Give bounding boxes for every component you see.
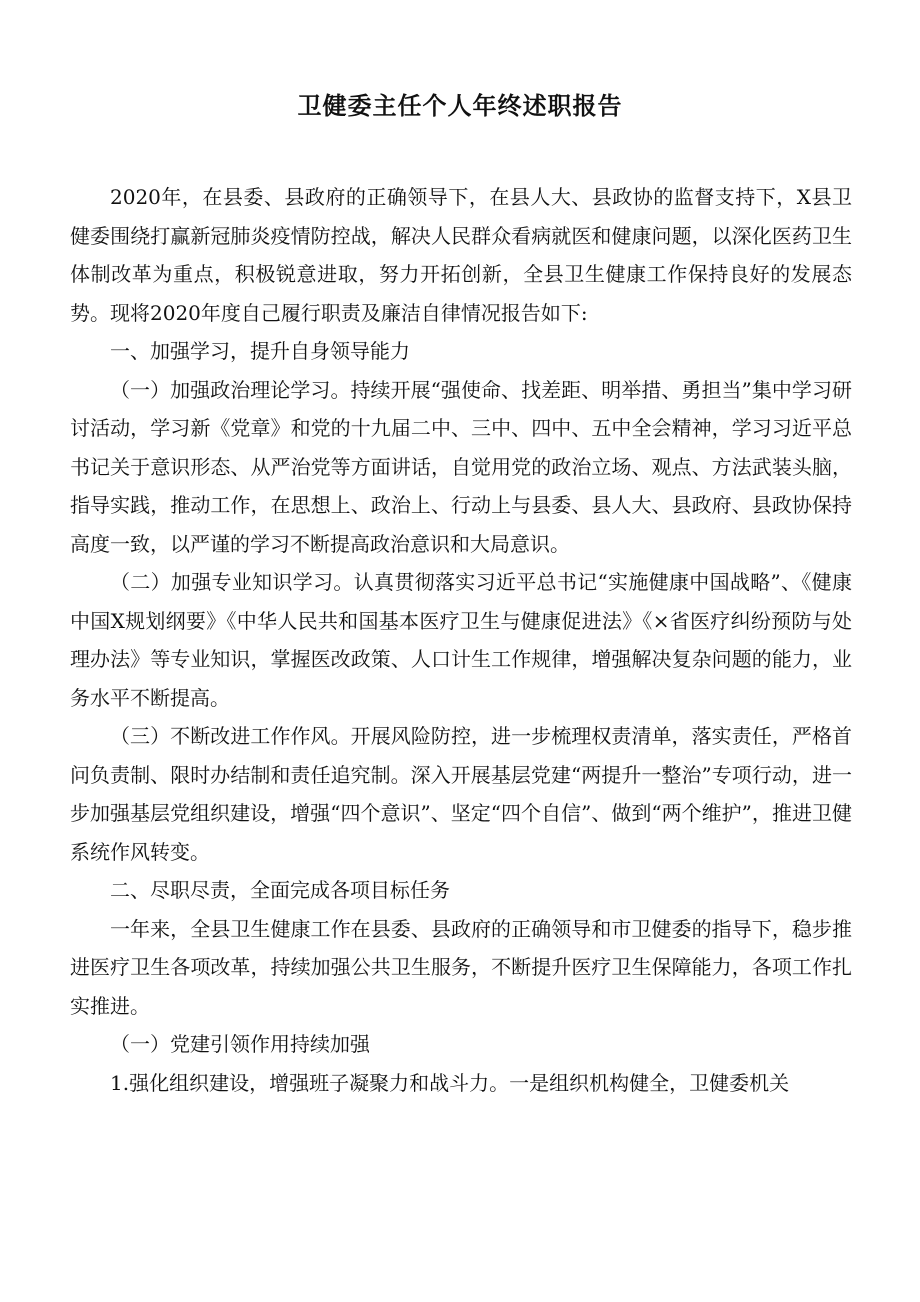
paragraph-year-summary: 一年来，全县卫生健康工作在县委、县政府的正确领导和市卫健委的指导下，稳步推进医疗卫生各项改革，持续加强公共卫生服务，不断提升医疗卫生保障能力，各项工作扎实推进。: [70, 916, 852, 1018]
document-body: [70, 178, 852, 1102]
paragraph-political-study: （一）加强政治理论学习。持续开展“强使命、找差距、明举措、勇担当”集中学习研讨活动，学习新《党章》和党的十九届二中、三中、四中、五中全会精神，学习习近平总书记关于意识形态、从严治党等方面讲话，自觉用党的政治立场、观点、方法武装头脑，指导实践，推动工作，在思想上、政治上、行动上与县委、县人大、县政府、县政协保持高度一致，以严谨的学习不断提高政治意识和大局意识。: [70, 377, 852, 556]
paragraph-organization: 1.强化组织建设，增强班子凝聚力和战斗力。一是组织机构健全，卫健委机关: [110, 1070, 790, 1095]
section-heading-2: 二、尽职尽责，全面完成各项目标任务: [110, 878, 450, 902]
intro-paragraph: 2020年，在县委、县政府的正确领导下，在县人大、县政协的监督支持下，X县卫健委围绕打赢新冠肺炎疫情防控战，解决人民群众看病就医和健康问题，以深化医药卫生体制改革为重点，积极锐意进取，努力开拓创新，全县卫生健康工作保持良好的发展态势。现将2020年度自己履行职责及廉洁自律情况报告如下:: [70, 185, 852, 325]
document-title: 卫健委主任个人年终述职报告: [297, 91, 623, 120]
paragraph-professional-study: （二）加强专业知识学习。认真贯彻落实习近平总书记“实施健康中国战略”、《健康中国X规划纲要》《中华人民共和国基本医疗卫生与健康促进法》《×省医疗纠纷预防与处理办法》等专业知识，掌握医改政策、人口计生工作规律，增强解决复杂问题的能力，业务水平不断提高。: [70, 570, 852, 710]
subsection-heading-party-building: （一）党建引领作用持续加强: [110, 1032, 370, 1056]
section-heading-1: 一、加强学习，提升自身领导能力: [110, 339, 410, 363]
paragraph-work-style: （三）不断改进工作作风。开展风险防控，进一步梳理权责清单，落实责任，严格首问负责制、限时办结制和责任追究制。深入开展基层党建“两提升一整治”专项行动，进一步加强基层党组织建设，增强“四个意识”、坚定“四个自信”、做到“两个维护”，推进卫健系统作风转变。: [70, 724, 852, 864]
